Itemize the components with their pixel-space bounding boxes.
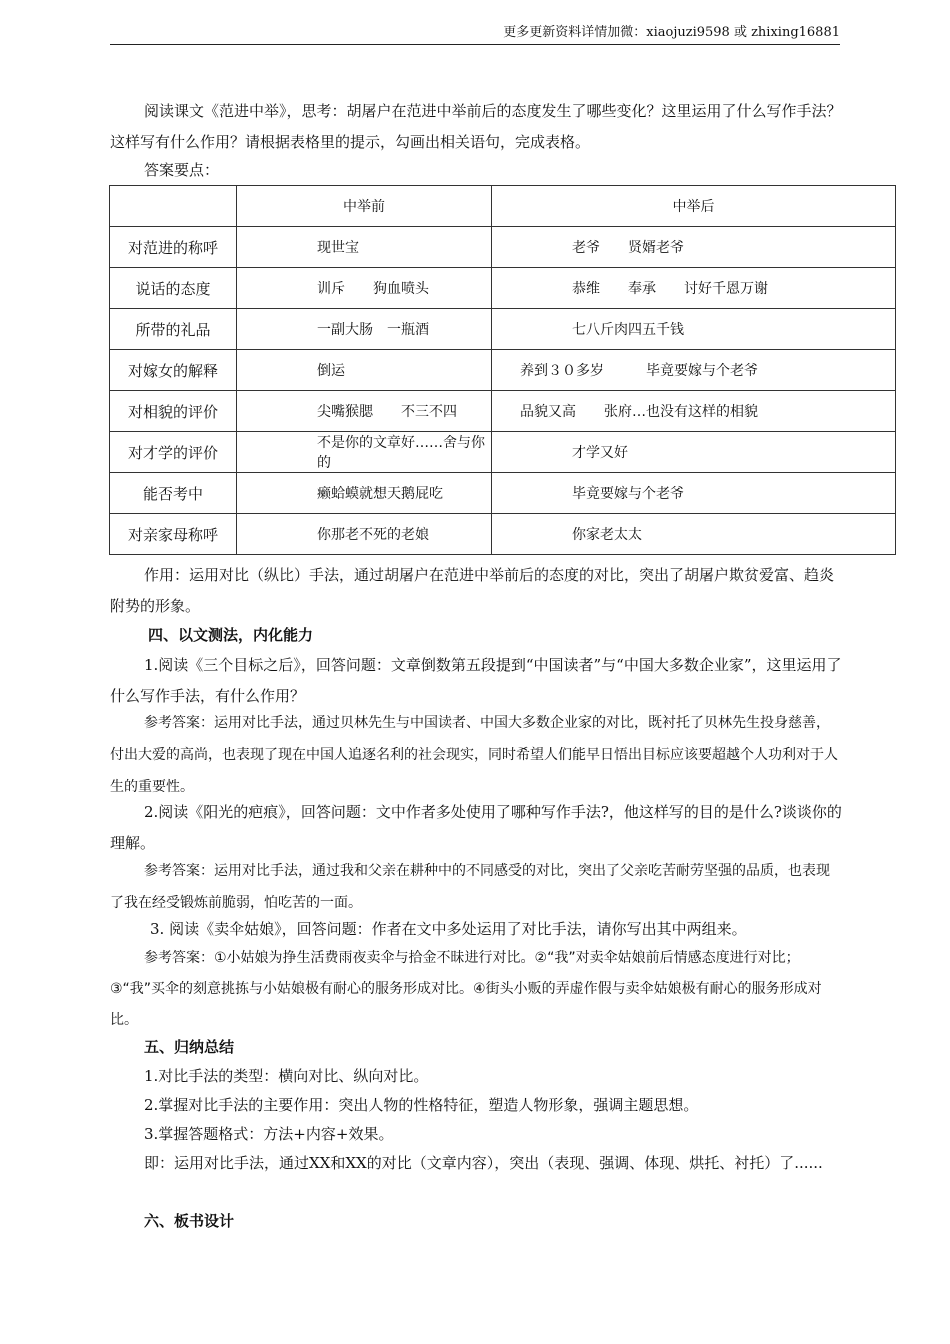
before-cell: 训斥 狗血喷头: [237, 268, 492, 309]
after-cell: 你家老太太: [492, 514, 896, 555]
intro-question: 阅读课文《范进中举》，思考：胡屠户在范进中举前后的态度发生了哪些变化？这里运用了什么写作手法？这样写有什么作用？请根据表格里的提示，勾画出相关语句，完成表格。: [110, 102, 842, 151]
summary-item: 2.掌握对比手法的主要作用：突出人物的性格特征，塑造人物形象，强调主题思想。: [144, 1096, 699, 1114]
before-cell: 癞蛤蟆就想天鹅屁吃: [237, 473, 492, 514]
answer-label: 答案要点：: [144, 161, 220, 179]
row-label: 所带的礼品: [110, 309, 237, 350]
table-row: [110, 391, 896, 432]
comparison-table: [109, 185, 896, 555]
table-row: [110, 268, 896, 309]
table-header-cell: 中举前: [237, 186, 492, 227]
before-cell: 倒运: [237, 350, 492, 391]
answer-3: 参考答案：①小姑娘为挣生活费雨夜卖伞与拾金不昧进行对比。②“我”对卖伞姑娘前后情感态度进行对比；③“我”买伞的刻意挑拣与小姑娘极有耐心的服务形成对比。④街头小贩的弄虚作假与卖伞姑娘极有耐心的服务形成对比。: [110, 950, 822, 1028]
answer-2: 参考答案：运用对比手法，通过我和父亲在耕种中的不同感受的对比，突出了父亲吃苦耐劳坚强的品质，也表现了我在经受锻炼前脆弱，怕吃苦的一面。: [110, 863, 830, 911]
section5-title: 五、归纳总结: [144, 1038, 235, 1056]
before-cell: 现世宝: [237, 227, 492, 268]
before-cell: 尖嘴猴腮 不三不四: [237, 391, 492, 432]
question-3: 3. 阅读《卖伞姑娘》，回答问题：作者在文中多处运用了对比手法，请你写出其中两组来。: [150, 920, 747, 938]
answer-1: 参考答案：运用对比手法，通过贝林先生与中国读者、中国大多数企业家的对比，既衬托了贝林先生投身慈善，付出大爱的高尚，也表现了现在中国人追逐名利的社会现实，同时希望人们能早日悟出目标应该要超越个人功利对于人生的重要性。: [110, 715, 838, 795]
question-1: 1.阅读《三个目标之后》，回答问题：文章倒数第五段提到“中国读者”与“中国大多数企业家”，这里运用了什么写作手法，有什么作用？: [110, 656, 842, 705]
table-row: [110, 227, 896, 268]
table-row: [110, 350, 896, 391]
table-row: [110, 473, 896, 514]
table-header-cell: [110, 186, 237, 227]
row-label: 对范进的称呼: [110, 227, 237, 268]
after-cell: 老爷 贤婿老爷: [492, 227, 896, 268]
before-cell: 不是你的文章好……舍与你的: [237, 432, 492, 473]
after-cell: 毕竟要嫁与个老爷: [492, 473, 896, 514]
row-label: 对才学的评价: [110, 432, 237, 473]
header-text: 更多更新资料详情加微：xiaojuzi9598 或 zhixing16881: [503, 25, 840, 40]
row-label: 对相貌的评价: [110, 391, 237, 432]
after-cell: 恭维 奉承 讨好千恩万谢: [492, 268, 896, 309]
after-cell: 品貌又高 张府…也没有这样的相貌: [492, 391, 896, 432]
summary-item: 即：运用对比手法，通过XX和XX的对比（文章内容），突出（表现、强调、体现、烘托、衬托）了......: [144, 1154, 823, 1172]
section6-title: 六、板书设计: [144, 1212, 235, 1230]
after-cell: 养到３０多岁 毕竟要嫁与个老爷: [492, 350, 896, 391]
page-header: [110, 22, 840, 45]
summary-item: 1.对比手法的类型：横向对比、纵向对比。: [144, 1067, 429, 1085]
row-label: 对亲家母称呼: [110, 514, 237, 555]
row-label: 对嫁女的解释: [110, 350, 237, 391]
section4-title: 四、以文测法，内化能力: [148, 626, 314, 644]
effect-text: 作用：运用对比（纵比）手法，通过胡屠户在范进中举前后的态度的对比，突出了胡屠户欺贫爱富、趋炎附势的形象。: [110, 566, 835, 615]
row-label: 能否考中: [110, 473, 237, 514]
after-cell: 七八斤肉四五千钱: [492, 309, 896, 350]
summary-item: 3.掌握答题格式：方法+内容+效果。: [144, 1125, 394, 1143]
row-label: 说话的态度: [110, 268, 237, 309]
before-cell: 一副大肠 一瓶酒: [237, 309, 492, 350]
table-header-row: [110, 186, 896, 227]
table-header-cell: 中举后: [492, 186, 896, 227]
question-2: 2.阅读《阳光的疤痕》，回答问题：文中作者多处使用了哪种写作手法?，他这样写的目的是什么?谈谈你的理解。: [110, 803, 842, 852]
table-row: [110, 514, 896, 555]
before-cell: 你那老不死的老娘: [237, 514, 492, 555]
after-cell: 才学又好: [492, 432, 896, 473]
table-row: [110, 309, 896, 350]
table-row: [110, 432, 896, 473]
